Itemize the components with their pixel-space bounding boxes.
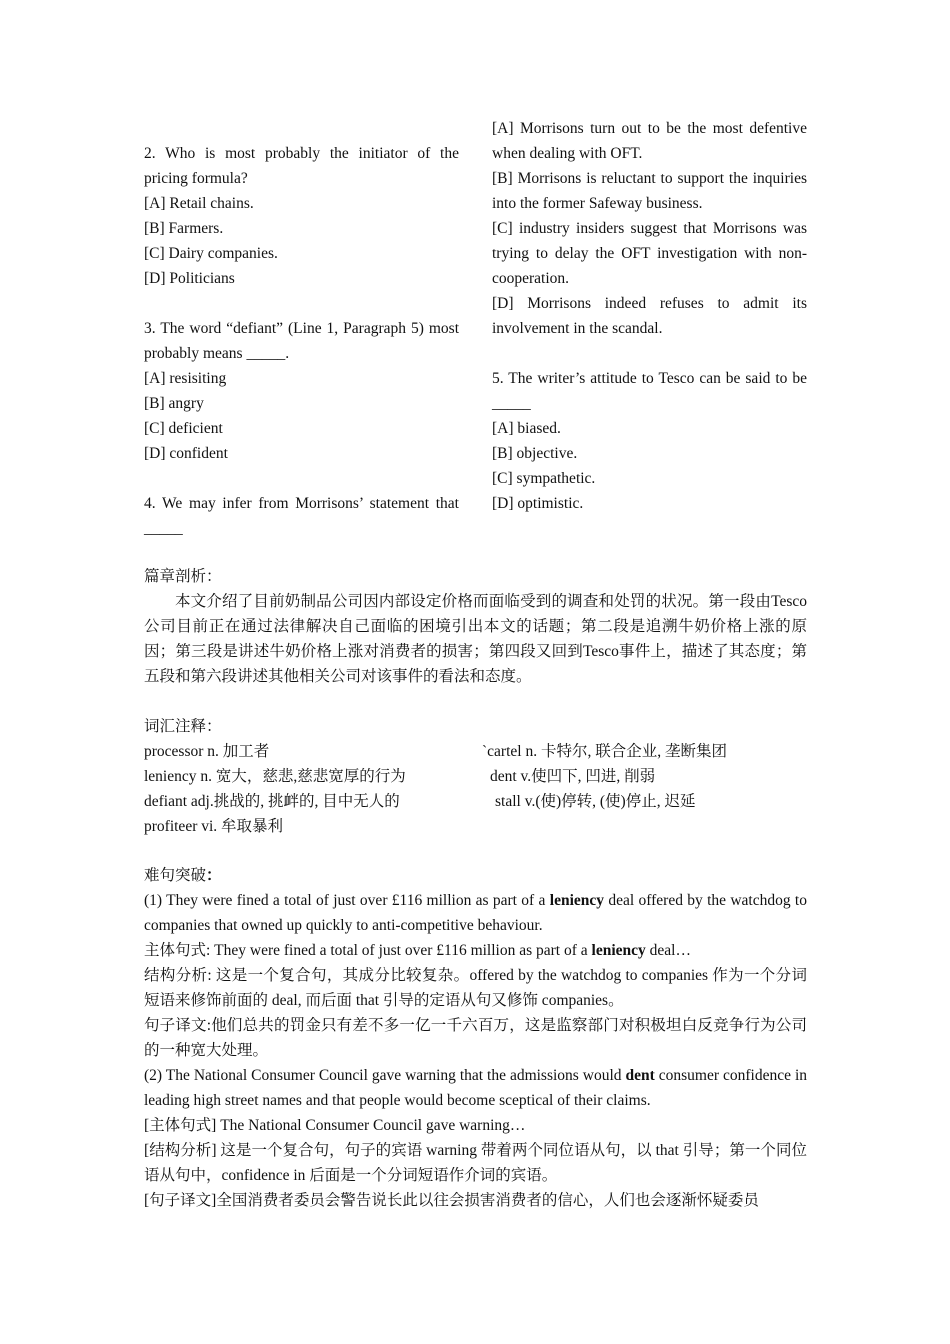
sentence-1-structure: 结构分析: 这是一个复合句，其成分比较复杂。offered by the watchdog to companies 作为一个分词短语来修饰前面的 deal, 而后面 that 引导的定语从句又修饰 companies。 <box>144 967 807 1009</box>
question-2-option-b: [B] Farmers. <box>144 220 224 237</box>
question-4-option-b: [B] Morrisons is reluctant to support the inquiries into the former Safeway business. <box>492 170 807 212</box>
keyword-dent: dent <box>625 1067 655 1084</box>
question-5-stem: 5. The writer’s attitude to Tesco can be said to be _____ <box>492 370 807 412</box>
question-3-stem: 3. The word “defiant” (Line 1, Paragraph 5) most probably means _____. <box>144 320 459 362</box>
sentence-2-main-clause: [主体句式] The National Consumer Council gave warning… <box>144 1117 526 1134</box>
vocab-profiteer: profiteer vi. 牟取暴利 <box>144 818 284 835</box>
vocab-dent: dent v.使凹下, 凹进, 削弱 <box>490 768 656 785</box>
left-column <box>144 116 459 541</box>
vocabulary-section <box>144 714 807 839</box>
sentence-2-translation: [句子译文]全国消费者委员会警告说长此以往会损害消费者的信心，人们也会逐渐怀疑委员 <box>144 1192 759 1209</box>
sentence-1: (1) They were fined a total of just over £116 million as part of a leniency deal offered by the watchdog to companies that owned up quickly to anti-competitive behaviour. <box>144 892 807 934</box>
question-4-option-d: [D] Morrisons indeed refuses to admit its involvement in the scandal. <box>492 295 807 337</box>
question-5-option-d: [D] optimistic. <box>492 495 584 512</box>
question-2-option-d: [D] Politicians <box>144 270 235 287</box>
difficult-sentences-section <box>144 863 807 1213</box>
right-column <box>492 116 807 516</box>
question-3-option-c: [C] deficient <box>144 420 223 437</box>
vocab-stall: stall v.(使)停转, (使)停止, 迟延 <box>495 793 696 810</box>
question-5-option-b: [B] objective. <box>492 445 578 462</box>
analysis-section <box>144 564 807 689</box>
vocab-processor: processor n. 加工者 <box>144 743 270 760</box>
question-5-option-c: [C] sympathetic. <box>492 470 596 487</box>
question-4-option-c: [C] industry insiders suggest that Morrisons was trying to delay the OFT investigation with non-cooperation. <box>492 220 807 287</box>
question-4-option-a: [A] Morrisons turn out to be the most defentive when dealing with OFT. <box>492 120 807 162</box>
question-3-option-d: [D] confident <box>144 445 228 462</box>
vocabulary-heading: 词汇注释： <box>144 718 222 735</box>
sentence-1-main-clause: 主体句式: They were fined a total of just over £116 million as part of a leniency deal… <box>144 942 691 959</box>
sentence-2: (2) The National Consumer Council gave warning that the admissions would dent consumer confidence in leading high street names and that people would become sceptical of their claims. <box>144 1067 807 1109</box>
analysis-heading: 篇章剖析： <box>144 568 222 585</box>
difficult-heading: 难句突破： <box>144 867 222 884</box>
analysis-body: 本文介绍了目前奶制品公司因内部设定价格而面临受到的调查和处罚的状况。第一段由Tesco公司目前正在通过法律解决自己面临的困境引出本文的话题；第二段是追溯牛奶价格上涨的原因；第三段是讲述牛奶价格上涨对消费者的损害；第四段又回到Tesco事件上，描述了其态度；第五段和第六段讲述其他相关公司对该事件的看法和态度。 <box>144 593 807 685</box>
vocab-leniency: leniency n. 宽大，慈悲,慈悲宽厚的行为 <box>144 768 406 785</box>
vocab-defiant: defiant adj.挑战的, 挑衅的, 目中无人的 <box>144 793 400 810</box>
question-2-stem: 2. Who is most probably the initiator of the pricing formula? <box>144 145 459 187</box>
sentence-2-structure: [结构分析] 这是一个复合句，句子的宾语 warning 带着两个同位语从句，以 that 引导；第一个同位语从句中，confidence in 后面是一个分词短语作介词的宾语。 <box>144 1142 807 1184</box>
question-4-stem: 4. We may infer from Morrisons’ statement that _____ <box>144 495 459 537</box>
keyword-leniency: leniency <box>549 892 605 909</box>
question-3-option-b: [B] angry <box>144 395 204 412</box>
question-2-option-a: [A] Retail chains. <box>144 195 254 212</box>
sentence-1-translation: 句子译文:他们总共的罚金只有差不多一亿一千六百万，这是监察部门对积极坦白反竞争行为公司的一种宽大处理。 <box>144 1017 807 1059</box>
question-5-option-a: [A] biased. <box>492 420 561 437</box>
vocab-cartel: `cartel n. 卡特尔, 联合企业, 垄断集团 <box>482 743 727 760</box>
question-2-option-c: [C] Dairy companies. <box>144 245 278 262</box>
question-3-option-a: [A] resisiting <box>144 370 227 387</box>
